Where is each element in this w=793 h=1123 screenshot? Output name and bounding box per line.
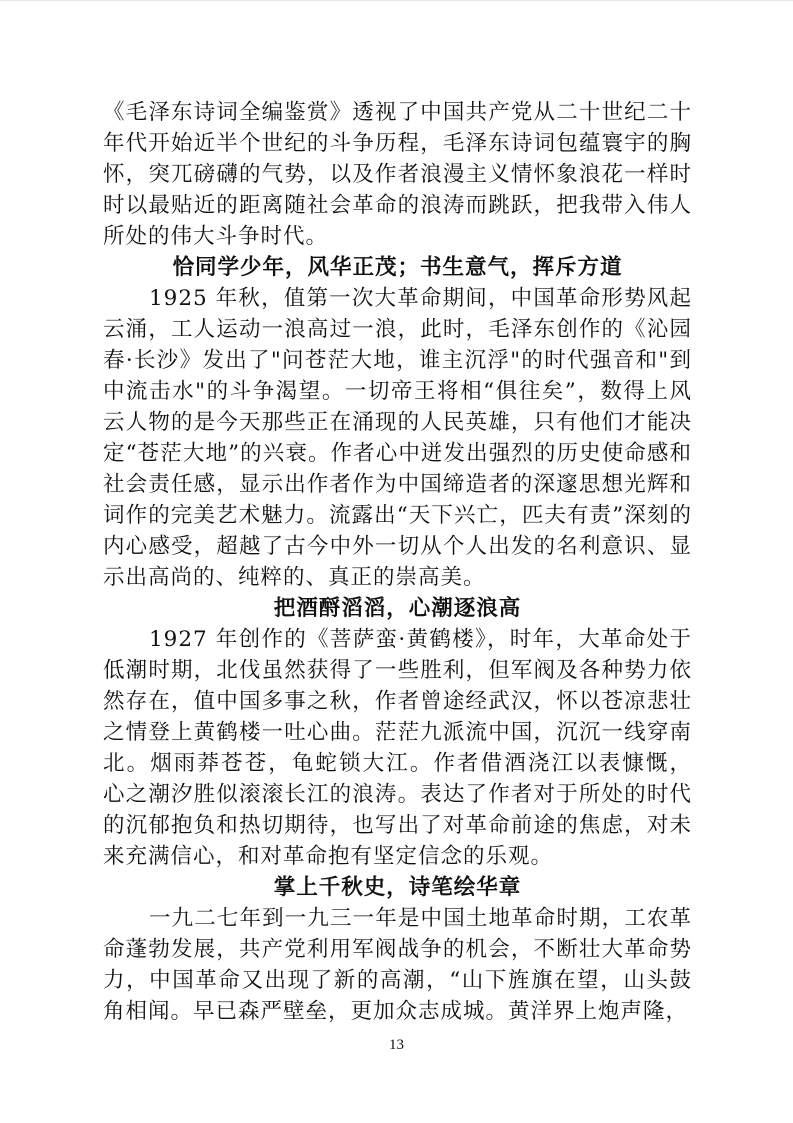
document-content [103,97,692,1027]
body-paragraph: 一九二七年到一九三一年是中国土地革命时期，工农革命蓬勃发展，共产党利用军阀战争的机会，不断壮大革命势力，中国革命又出现了新的高潮，“山下旌旗在望，山头鼓角相闻。早已森严壁垒，更加众志成城。黄洋界上炮声隆， [103,906,692,1024]
body-paragraph: 《毛泽东诗词全编鉴赏》透视了中国共产党从二十世纪二十年代开始近半个世纪的斗争历程，毛泽东诗词包蕴寰宇的胸怀，突兀磅礴的气势，以及作者浪漫主义情怀象浪花一样时时以最贴近的距离随社会革命的浪涛而跳跃，把我带入伟人所处的伟大斗争时代。 [103,100,692,249]
page-number: 13 [389,1037,404,1053]
section-heading: 恰同学少年，风华正茂；书生意气，挥斥方道 [172,255,623,280]
body-paragraph: 1925 年秋，值第一次大革命期间，中国革命形势风起云涌，工人运动一浪高过一浪，此时，毛泽东创作的《沁园春·长沙》发出了"问苍茫大地，谁主沉浮"的时代强音和"到中流击水"的斗争渴望。一切帝王将相“俱往矣”，数得上风云人物的是今天那些正在涌现的人民英雄，只有他们才能决定“苍茫大地”的兴衰。作者心中迸发出强烈的历史使命感和社会责任感，显示出作者作为中国缔造者的深邃思想光辉和词作的完美艺术魅力。流露出“天下兴亡，匹夫有责”深刻的内心感受，超越了古今中外一切从个人出发的名利意识、显示出高尚的、纯粹的、真正的崇高美。 [103,286,692,590]
body-paragraph: 1927 年创作的《菩萨蛮·黄鹤楼》，时年，大革命处于低潮时期，北伐虽然获得了一些胜利，但军阀及各种势力依然存在，值中国多事之秋，作者曾途经武汉，怀以苍凉悲壮之情登上黄鹤楼一吐心曲。茫茫九派流中国，沉沉一线穿南北。烟雨莽苍苍，龟蛇锁大江。作者借酒浇江以表慷慨， 心之潮汐胜似滚滚长江的浪涛。表达了作者对于所处的时代的沉郁抱负和热切期待，也写出了对革命前途的焦虑，对未来充满信心，和对革命抱有坚定信念的乐观。 [103,627,692,869]
section-heading: 把酒酹滔滔，心潮逐浪高 [273,596,522,621]
section-heading: 掌上千秋史，诗笔绘华章 [273,875,522,900]
